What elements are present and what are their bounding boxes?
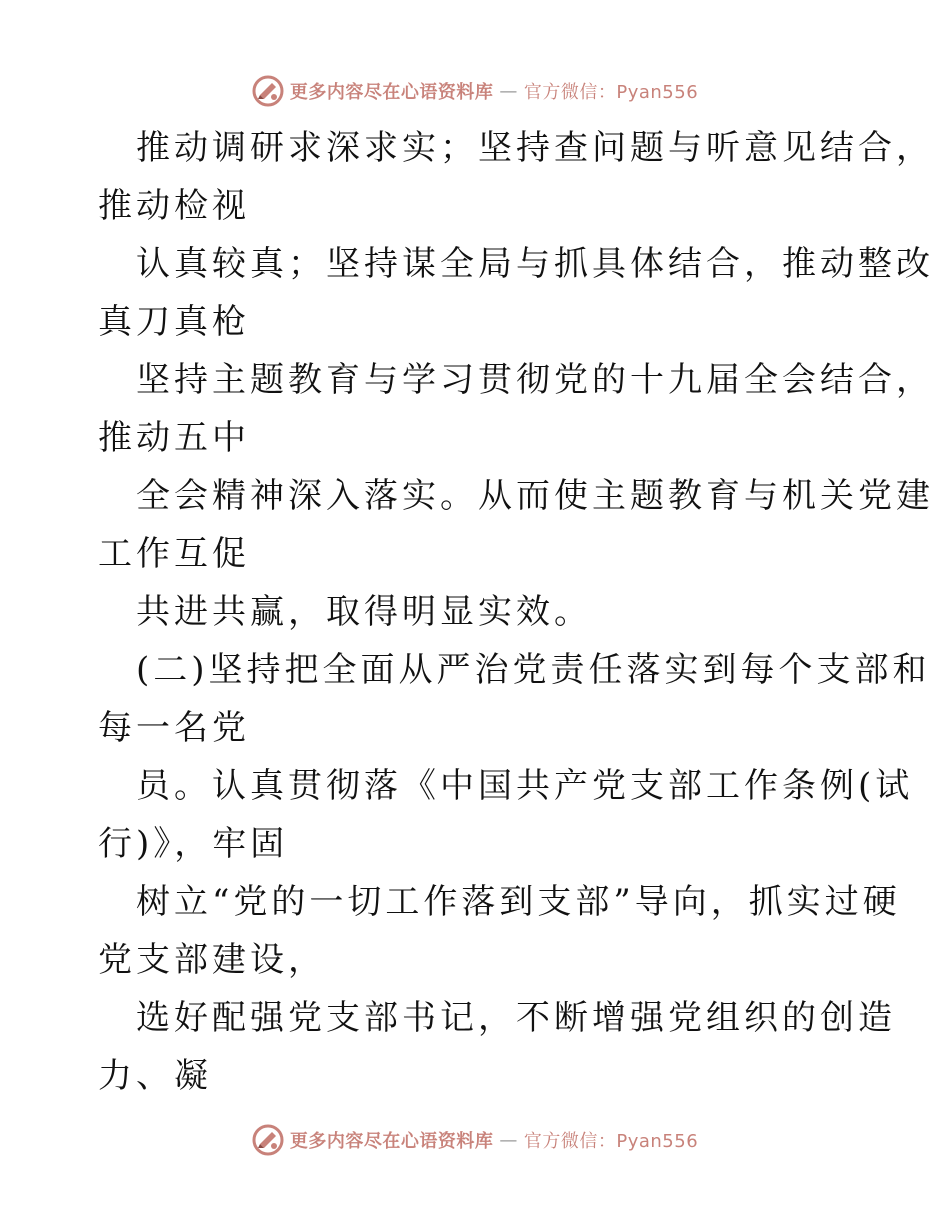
- footer-watermark: [0, 1120, 950, 1160]
- body-line: 真刀真枪: [98, 302, 250, 342]
- quill-book-icon: [252, 1124, 284, 1156]
- body-line: (二)坚持把全面从严治党责任落实到每个支部和: [136, 650, 931, 690]
- watermark-main-text: 更多内容尽在心语资料库: [289, 82, 494, 103]
- body-line: 全会精神深入落实。从而使主题教育与机关党建: [136, 476, 934, 516]
- watermark-contact-text: 官方微信：Pyan556: [523, 1131, 699, 1152]
- body-line: 树立“党的一切工作落到支部”导向，抓实过硬: [136, 882, 901, 922]
- body-line: 推动五中: [98, 418, 250, 458]
- watermark-separator: —: [499, 1129, 518, 1151]
- watermark-contact-text: 官方微信：Pyan556: [523, 82, 699, 103]
- body-line: 推动检视: [98, 186, 250, 226]
- body-line: 工作互促: [98, 534, 250, 574]
- body-line: 推动调研求深求实；坚持查问题与听意见结合，: [136, 128, 934, 168]
- watermark-main-text: 更多内容尽在心语资料库: [289, 1131, 494, 1152]
- body-line: 党支部建设，: [98, 940, 326, 980]
- body-line: 选好配强党支部书记，不断增强党组织的创造: [136, 998, 896, 1038]
- watermark-separator: —: [499, 80, 518, 102]
- body-line: 每一名党: [98, 708, 250, 748]
- body-line: 力、凝: [98, 1056, 212, 1096]
- body-line: 坚持主题教育与学习贯彻党的十九届全会结合，: [136, 360, 934, 400]
- body-line: 员。认真贯彻落《中国共产党支部工作条例(试: [136, 766, 914, 806]
- body-line: 共进共赢，取得明显实效。: [136, 592, 592, 632]
- body-line: 认真较真；坚持谋全局与抓具体结合，推动整改: [136, 244, 934, 284]
- body-line: 行)》，牢固: [98, 824, 289, 864]
